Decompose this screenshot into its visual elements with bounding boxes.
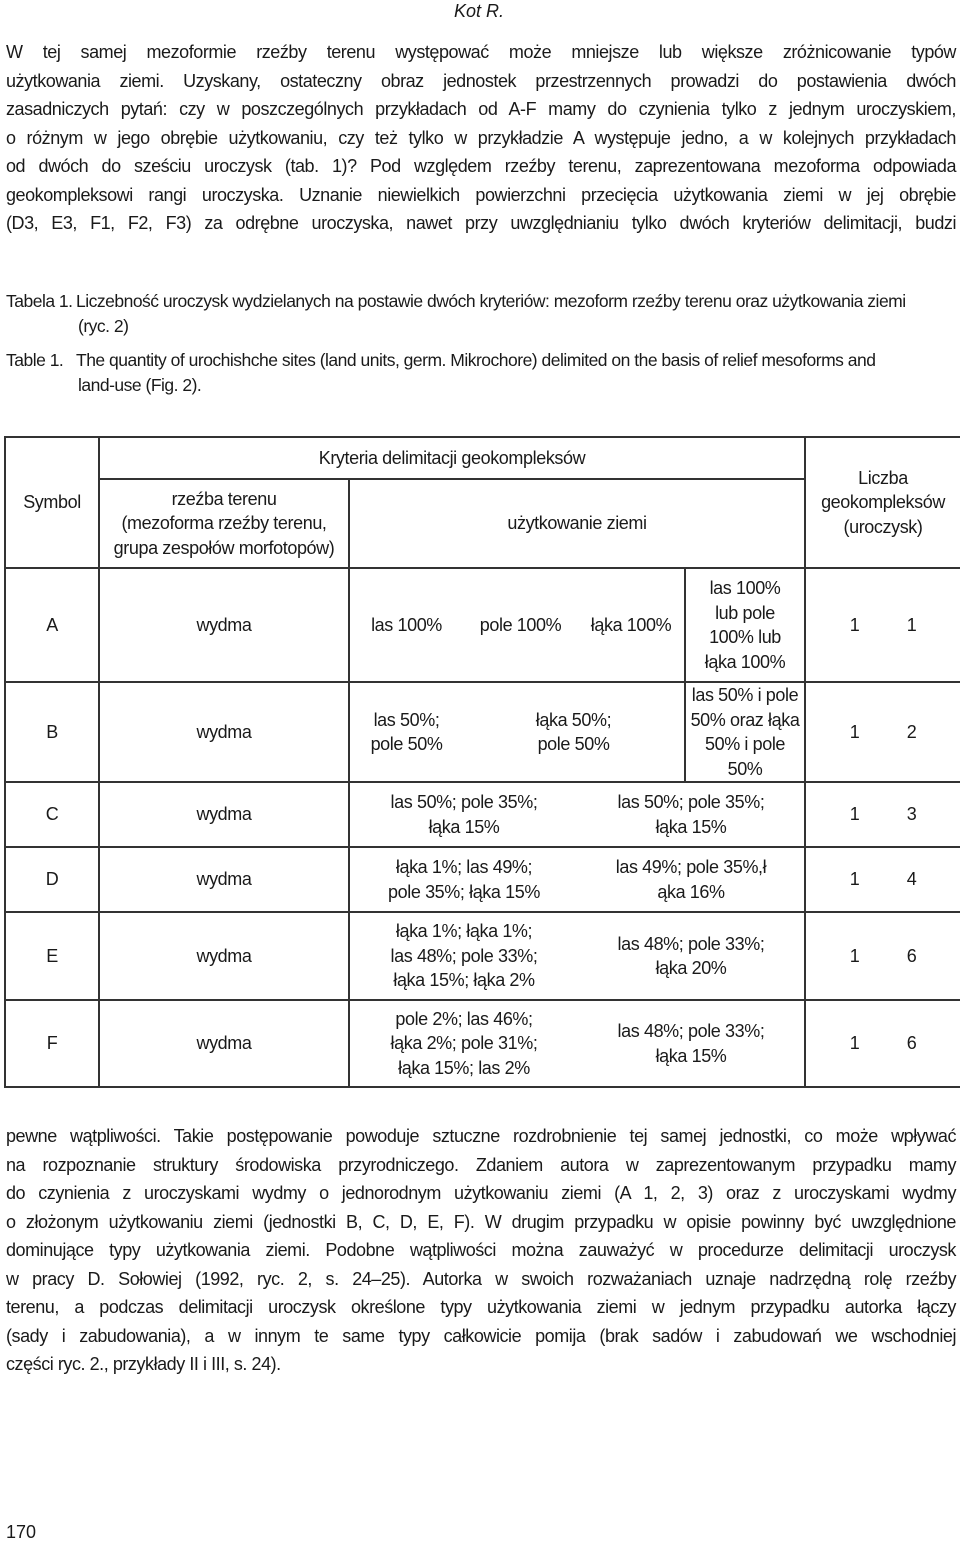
text-line: geokompleksowi rangi uroczyska. Uznanie niewielkich powierzchni przecięcia użytkowania ziemi w jej obrębie <box>6 184 956 205</box>
text-line: od dwóch do sześciu uroczysk (tab. 1)? Pod względem rzeźby terenu, zaprezentowana mezoforma odpowiada <box>6 156 956 176</box>
delimitation-table <box>4 436 960 1088</box>
count-value: 1 <box>849 945 860 966</box>
cell-relief: wydma <box>99 682 349 782</box>
header-count-line: (uroczysk) <box>843 516 923 537</box>
cell-landuse <box>578 912 805 1000</box>
count-value: 1 <box>849 721 860 742</box>
cell-line: łąka 15% <box>655 816 727 837</box>
cell-count <box>805 568 960 682</box>
table-caption-polish <box>6 289 958 339</box>
count-value: 1 <box>849 804 860 825</box>
text-line: dominujące typy użytkowania ziemi. Podobne wątpliwości można zauważyć w procedurze delimitacji uroczysk <box>6 1240 956 1260</box>
cell-line: łąka 100% <box>704 651 786 672</box>
cell-landuse <box>578 782 805 847</box>
caption-label: Tabela 1. <box>6 291 73 311</box>
header-criteria: Kryteria delimitacji geokompleksów <box>99 437 805 479</box>
cell-line: las 48%; pole 33%; <box>390 945 538 966</box>
cell-landuse <box>463 682 685 782</box>
running-header-author: Kot R. <box>453 1 504 21</box>
cell-line: las 48%; pole 33%; <box>617 1021 765 1041</box>
cell-landuse: pole 100% <box>463 568 578 682</box>
text-line: użytkowania ziemi. Uzyskany, ostateczny obraz jednostek przestrzennych prowadzi do postawienia dwóch <box>6 70 956 91</box>
paragraph-discussion <box>6 1122 956 1379</box>
header-relief-line: grupa zespołów morfotopów) <box>113 537 335 558</box>
cell-landuse <box>578 847 805 912</box>
cell-landuse <box>349 782 578 847</box>
caption-label: Table 1. <box>6 350 64 370</box>
text-line: części ryc. 2., przykłady II i III, s. 24). <box>6 1354 281 1374</box>
header-relief <box>99 479 349 568</box>
header-count-line: Liczba <box>858 467 908 488</box>
cell-line: łąka 2%; pole 31%; <box>390 1033 538 1054</box>
table-row <box>5 1000 960 1087</box>
count-value: 6 <box>906 945 917 966</box>
cell-line: las 49%; pole 35%,ł <box>615 857 767 877</box>
cell-line: 50% oraz łąka <box>690 709 800 730</box>
text-line: (sady i zabudowania), a w innym te same typy całkowicie pomija (brak sadów i zabudowań we wschodniej <box>6 1325 956 1346</box>
header-count <box>805 437 960 568</box>
cell-line: łąka 15% <box>428 816 500 837</box>
table-row <box>5 782 960 847</box>
text-line: pewne wątpliwości. Takie postępowanie powoduje sztuczne rozdrobnienie tej samej jednostki, co może wpływać <box>6 1126 956 1146</box>
cell-landuse <box>349 912 578 1000</box>
text-line: do czynienia z uroczyskami wydmy o jednorodnym użytkowaniu ziemi (A 1, 2, 3) oraz z uroczyskami wydmy <box>6 1183 956 1203</box>
cell-symbol: F <box>5 1000 99 1087</box>
cell-count <box>805 682 960 782</box>
count-value: 2 <box>906 721 917 742</box>
cell-line: łąka 20% <box>655 958 727 978</box>
cell-symbol: E <box>5 912 99 1000</box>
cell-line: pole 50% <box>537 734 610 754</box>
cell-relief: wydma <box>99 782 349 847</box>
table-row <box>5 682 960 782</box>
header-relief-line: (mezoforma rzeźby terenu, <box>121 513 327 534</box>
header-landuse: użytkowanie ziemi <box>349 479 805 568</box>
table-row <box>5 912 960 1000</box>
header-relief-line: rzeźba terenu <box>171 488 277 509</box>
count-value: 3 <box>906 804 917 825</box>
cell-relief: wydma <box>99 568 349 682</box>
cell-line: łąka 15% <box>655 1045 727 1066</box>
header-symbol: Symbol <box>5 437 99 568</box>
header-count-line: geokompleksów <box>821 492 945 513</box>
cell-landuse: las 100% <box>349 568 463 682</box>
text-line: terenu, a podczas delimitacji uroczysk określone typy użytkowania ziemi w jednym przypadku autorka łączy <box>6 1297 956 1317</box>
table-header-row <box>5 437 960 479</box>
cell-relief: wydma <box>99 912 349 1000</box>
text-line: (D3, E3, F1, F2, F3) za odrębne uroczyska, nawet przy uwzględnianiu tylko dwóch kryteriów delimitacji, budzi <box>6 213 956 233</box>
caption-text: Liczebność uroczysk wydzielanych na postawie dwóch kryteriów: mezoform rzeźby terenu oraz użytkowania ziemi <box>76 291 906 311</box>
count-value: 1 <box>906 614 917 635</box>
count-value: 1 <box>849 869 860 890</box>
cell-line: pole 50% <box>370 734 443 754</box>
cell-landuse <box>349 682 463 782</box>
cell-symbol: D <box>5 847 99 912</box>
cell-landuse: łąka 100% <box>578 568 685 682</box>
cell-line: las 50% i pole <box>691 685 799 705</box>
cell-landuse <box>685 568 805 682</box>
cell-symbol: A <box>5 568 99 682</box>
cell-symbol: B <box>5 682 99 782</box>
caption-text-continued: land-use (Fig. 2). <box>78 375 202 395</box>
cell-count <box>805 782 960 847</box>
cell-line: las 100% <box>709 578 781 598</box>
caption-text-continued: (ryc. 2) <box>78 316 129 336</box>
cell-line: łąka 50%; <box>535 709 612 730</box>
paragraph-intro <box>6 38 956 238</box>
table-row <box>5 568 960 682</box>
cell-landuse <box>349 847 578 912</box>
cell-count <box>805 847 960 912</box>
cell-landuse <box>349 1000 578 1087</box>
cell-line: łąka 1%; łąka 1%; <box>395 921 533 942</box>
cell-line: pole 2%; las 46%; <box>395 1008 533 1029</box>
cell-relief: wydma <box>99 847 349 912</box>
cell-count <box>805 1000 960 1087</box>
cell-count <box>805 912 960 1000</box>
cell-line: las 50%; <box>373 709 440 730</box>
text-line: na rozpoznanie struktury środowiska przyrodniczego. Zdaniem autora w zaprezentowanym przypadku mamy <box>6 1154 956 1175</box>
text-line: w pracy D. Sołowiej (1992, ryc. 2, s. 24–25). Autorka w swoich rozważaniach uznaje nadrzędną rolę rzeźby <box>6 1268 956 1289</box>
caption-text: The quantity of urochishche sites (land units, germ. Mikrochore) delimited on the basis of relief mesoforms and <box>76 350 876 370</box>
count-value: 4 <box>906 869 917 890</box>
page-number: 170 <box>6 1522 37 1542</box>
text-line: zasadniczych pytań: czy w poszczególnych przykładach od A-F mamy do czynienia tylko z jednym uroczyskiem, <box>6 99 956 119</box>
cell-line: 100% lub <box>709 627 781 647</box>
count-value: 1 <box>849 614 860 635</box>
cell-line: lub pole <box>715 602 775 623</box>
cell-landuse <box>685 682 805 782</box>
cell-symbol: C <box>5 782 99 847</box>
cell-line: ąka 16% <box>657 881 725 902</box>
table-row <box>5 847 960 912</box>
text-line: W tej samej mezoformie rzeźby terenu występować może mniejsze lub większe zróżnicowanie typów <box>6 42 956 62</box>
count-value: 6 <box>906 1033 917 1054</box>
text-line: o różnym w jego obrębie użytkowaniu, czy też tylko w przykładzie A występuje jedno, a w kolejnych przykładach <box>6 127 956 148</box>
cell-relief: wydma <box>99 1000 349 1087</box>
cell-line: las 48%; pole 33%; <box>617 933 765 954</box>
cell-line: łąka 15%; las 2% <box>398 1057 530 1078</box>
cell-line: las 50%; pole 35%; <box>617 792 765 812</box>
count-value: 1 <box>849 1033 860 1054</box>
text-line: o złożonym użytkowaniu ziemi (jednostki B, C, D, E, F). W drugim przypadku w opisie powinny być uwzględnione <box>6 1211 956 1232</box>
cell-line: łąka 15%; łąka 2% <box>393 970 535 991</box>
cell-landuse <box>578 1000 805 1087</box>
cell-line: łąka 1%; las 49%; <box>395 857 533 877</box>
cell-line: las 50%; pole 35%; <box>390 792 538 812</box>
table-caption-english <box>6 348 958 398</box>
cell-line: pole 35%; łąka 15% <box>388 881 540 902</box>
cell-line: 50% i pole 50% <box>704 734 786 779</box>
